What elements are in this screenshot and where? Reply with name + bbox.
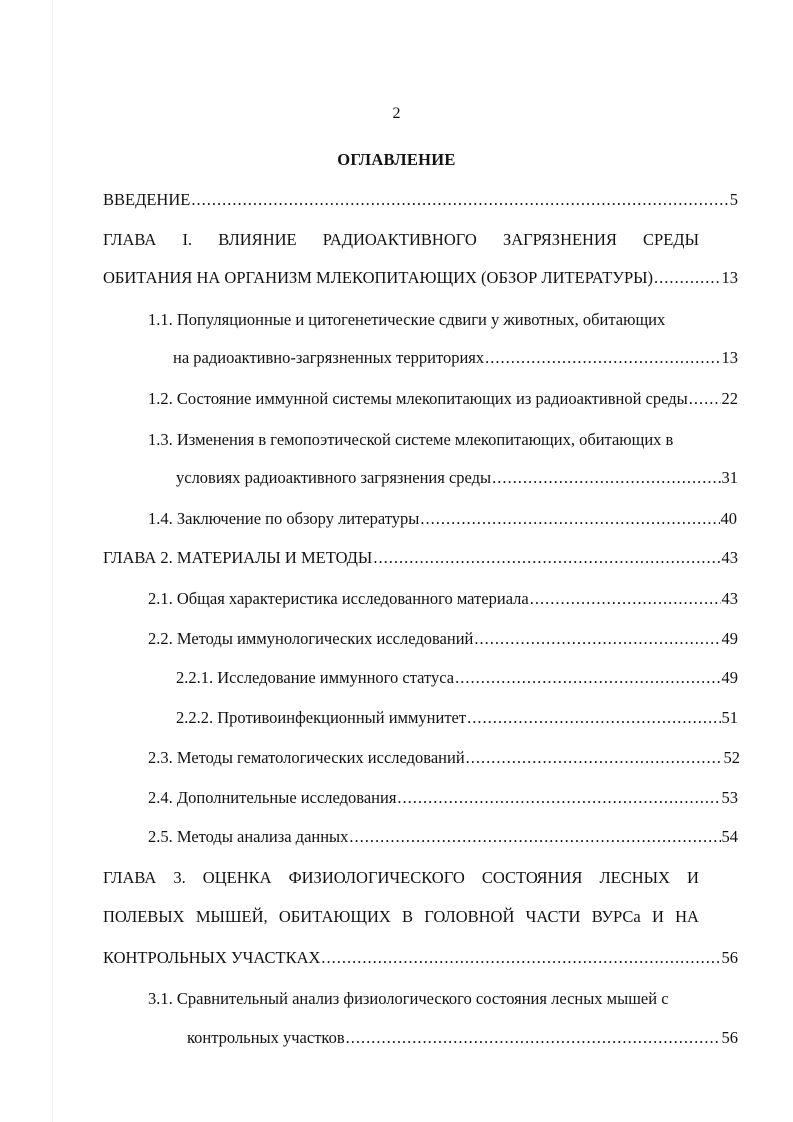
- word: НА: [675, 907, 699, 926]
- toc-entry-page: 40: [720, 509, 737, 528]
- toc-section-1-2: [148, 389, 738, 409]
- toc-chapter-3-line-1: [103, 868, 699, 888]
- word: ФИЗИОЛОГИЧЕСКОГО: [288, 868, 465, 887]
- word: ГЛАВА: [103, 868, 157, 887]
- toc-section-2-2: [148, 629, 738, 649]
- leader-dots: [191, 190, 728, 210]
- toc-entry-page: 13: [721, 268, 738, 287]
- leader-dots: [373, 548, 720, 568]
- word: ЛЕСНЫХ: [599, 868, 670, 887]
- toc-section-1-1-line-2: [173, 348, 738, 368]
- word: ОЦЕНКА: [202, 868, 272, 887]
- toc-entry-page: 13: [721, 348, 738, 367]
- toc-entry-page: 43: [721, 589, 738, 608]
- toc-entry-page: 22: [721, 389, 738, 408]
- toc-entry-text: 2.3. Методы гематологических исследований: [148, 748, 465, 767]
- toc-entry-text: ГЛАВА 2. МАТЕРИАЛЫ И МЕТОДЫ: [103, 548, 373, 567]
- word: И: [687, 868, 699, 887]
- toc-entry-text: 2.2.2. Противоинфекционный иммунитет: [176, 708, 467, 727]
- toc-entry-page: 49: [721, 668, 738, 687]
- word: ВУРСа: [591, 907, 641, 926]
- toc-entry-text: ОБИТАНИЯ НА ОРГАНИЗМ МЛЕКОПИТАЮЩИХ (ОБЗОР ЛИТЕРАТУРЫ): [103, 268, 654, 287]
- word: СОСТОЯНИЯ: [481, 868, 583, 887]
- leader-dots: [530, 589, 721, 609]
- toc-chapter-1-line-1: [103, 230, 699, 250]
- word: ПОЛЕВЫХ: [103, 907, 185, 926]
- toc-entry-page: 49: [721, 629, 738, 648]
- toc-entry-page: 5: [729, 190, 738, 209]
- toc-entry-page: 52: [723, 748, 740, 767]
- leader-dots: [492, 468, 720, 488]
- word: ОБИТАЮЩИХ: [278, 907, 391, 926]
- word: РАДИОАКТИВНОГО: [322, 230, 477, 249]
- leader-dots: [397, 788, 720, 808]
- word: МЫШЕЙ,: [195, 907, 268, 926]
- toc-entry-page: 53: [721, 788, 738, 807]
- word: ГЛАВА: [103, 230, 157, 249]
- toc-section-2-5: [148, 827, 738, 847]
- toc-entry-text: ВВЕДЕНИЕ: [103, 190, 191, 209]
- leader-dots: [485, 348, 720, 368]
- word: ЧАСТИ: [525, 907, 581, 926]
- word: ЗАГРЯЗНЕНИЯ: [502, 230, 617, 249]
- leader-dots: [689, 389, 721, 409]
- toc-section-3-1-line-2: [187, 1028, 738, 1048]
- leader-dots: [349, 827, 720, 847]
- toc-entry-text: 2.2.1. Исследование иммунного статуса: [176, 668, 455, 687]
- toc-section-3-1-line-1: 3.1. Сравнительный анализ физиологического состояния лесных мышей с: [148, 989, 669, 1008]
- toc-entry-page: 56: [721, 1028, 738, 1047]
- leader-dots: [467, 708, 720, 728]
- toc-entry-page: 31: [721, 468, 738, 487]
- toc-chapter-2: [103, 548, 738, 568]
- toc-entry-page: 56: [721, 948, 738, 967]
- toc-section-2-3: [148, 748, 740, 768]
- toc-entry-text: 1.2. Состояние иммунной системы млекопитающих из радиоактивной среды: [148, 389, 688, 408]
- toc-section-2-2-1: [176, 668, 738, 688]
- toc-entry-page: 43: [721, 548, 738, 567]
- toc-entry-page: 51: [721, 708, 738, 727]
- toc-entry-text: 2.2. Методы иммунологических исследований: [148, 629, 474, 648]
- toc-section-2-1: [148, 589, 738, 609]
- toc-chapter-1-line-2: [103, 268, 738, 288]
- toc-entry-introduction: [103, 190, 738, 210]
- word: СРЕДЫ: [643, 230, 699, 249]
- word: I.: [182, 230, 193, 249]
- toc-chapter-3-line-2: [103, 907, 699, 927]
- toc-chapter-3-line-3: [103, 948, 738, 968]
- word: ВЛИЯНИЕ: [218, 230, 297, 249]
- toc-section-2-4: [148, 788, 738, 808]
- toc-section-2-2-2: [176, 708, 738, 728]
- word: В: [402, 907, 414, 926]
- toc-section-1-4: [148, 509, 737, 529]
- toc-title: ОГЛАВЛЕНИЕ: [337, 150, 456, 169]
- page-number: 2: [392, 105, 401, 122]
- toc-entry-text: 2.1. Общая характеристика исследованного материала: [148, 589, 529, 608]
- leader-dots: [346, 1028, 721, 1048]
- toc-entry-page: 54: [721, 827, 738, 846]
- word: ГОЛОВНОЙ: [424, 907, 515, 926]
- toc-section-1-3-line-1: 1.3. Изменения в гемопоэтической системе млекопитающих, обитающих в: [148, 430, 674, 449]
- toc-entry-text: контрольных участков: [187, 1028, 345, 1047]
- leader-dots: [466, 748, 723, 768]
- toc-entry-text: КОНТРОЛЬНЫХ УЧАСТКАХ: [103, 948, 321, 967]
- toc-section-1-1-line-1: 1.1. Популяционные и цитогенетические сдвиги у животных, обитающих: [148, 310, 666, 329]
- toc-section-1-3-line-2: [176, 468, 738, 488]
- toc-entry-text: 1.4. Заключение по обзору литературы: [148, 509, 420, 528]
- word: 3.: [173, 868, 186, 887]
- leader-dots: [420, 509, 719, 529]
- toc-entry-text: 2.5. Методы анализа данных: [148, 827, 349, 846]
- toc-entry-text: 2.4. Дополнительные исследования: [148, 788, 397, 807]
- word: И: [651, 907, 664, 926]
- leader-dots: [455, 668, 720, 688]
- leader-dots: [474, 629, 720, 649]
- toc-entry-text: условиях радиоактивного загрязнения среды: [176, 468, 492, 487]
- leader-dots: [321, 948, 720, 968]
- toc-entry-text: на радиоактивно-загрязненных территориях: [173, 348, 485, 367]
- leader-dots: [654, 268, 720, 288]
